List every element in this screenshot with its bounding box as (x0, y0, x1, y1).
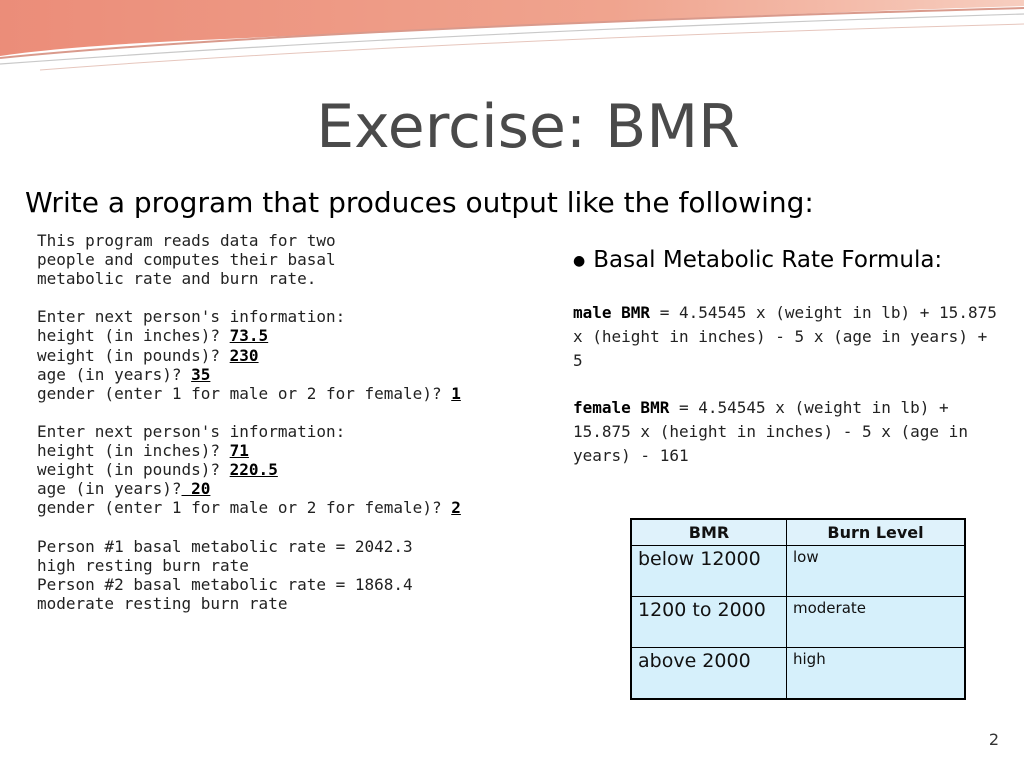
output-line (37, 231, 461, 250)
user-input-value: 73.5 (229, 326, 269, 346)
bullet-icon: ● (573, 252, 586, 269)
output-line (37, 365, 461, 384)
burn-level-cell: low (787, 546, 966, 597)
page-number: 2 (988, 730, 999, 749)
header-swoosh-decoration (0, 0, 1024, 80)
output-line (37, 269, 461, 288)
user-input-value: 71 (229, 441, 249, 461)
output-line (37, 403, 461, 422)
output-line (37, 250, 461, 269)
table-header-row (631, 519, 965, 546)
output-text: Person #1 basal metabolic rate = 2042.3 (37, 536, 413, 556)
output-text: weight (in pounds)? (37, 345, 230, 365)
formula-bullet (573, 247, 942, 273)
output-text: Enter next person's information: (37, 421, 346, 441)
table-row (631, 546, 965, 597)
output-line (37, 346, 461, 365)
output-text: weight (in pounds)? (37, 460, 230, 480)
burn-level-cell: moderate (787, 597, 966, 648)
female-bmr-label: female BMR (573, 398, 670, 417)
bmr-range-cell: above 2000 (631, 648, 787, 700)
header-burn-level: Burn Level (787, 519, 966, 546)
output-line (37, 422, 461, 441)
male-bmr-label: male BMR (573, 303, 651, 322)
program-output-block (37, 231, 461, 613)
user-input-value: 35 (191, 364, 211, 384)
output-text: height (in inches)? (37, 441, 230, 461)
output-line (37, 460, 461, 479)
output-line (37, 479, 461, 498)
formula-heading: Basal Metabolic Rate Formula: (593, 247, 943, 273)
output-line (37, 575, 461, 594)
output-text: gender (enter 1 for male or 2 for female)? (37, 383, 452, 403)
output-line (37, 594, 461, 613)
user-input-value: 220.5 (229, 460, 278, 480)
burn-level-table (630, 518, 966, 700)
slide-subtitle: Write a program that produces output like the following: (25, 186, 814, 219)
output-line (37, 517, 461, 536)
output-text: gender (enter 1 for male or 2 for female)? (37, 498, 452, 518)
output-text: moderate resting burn rate (37, 593, 288, 613)
output-text: age (in years)? (37, 479, 182, 499)
output-text: age (in years)? (37, 364, 192, 384)
slide-title: Exercise: BMR (316, 92, 740, 162)
output-text: Person #2 basal metabolic rate = 1868.4 (37, 574, 413, 594)
burn-level-cell: high (787, 648, 966, 700)
user-input-value: 2 (451, 498, 461, 518)
bmr-range-cell: 1200 to 2000 (631, 597, 787, 648)
output-line (37, 288, 461, 307)
bmr-range-cell: below 12000 (631, 546, 787, 597)
output-line (37, 498, 461, 517)
output-line (37, 441, 461, 460)
user-input-value: 230 (229, 345, 259, 365)
output-text: This program reads data for two (37, 231, 336, 250)
output-text: Enter next person's information: (37, 307, 346, 327)
male-bmr-expression: = 4.54545 x (weight in lb) + 15.875 x (height in inches) - 5 x (age in years) + 5 (573, 303, 997, 370)
header-bmr: BMR (631, 519, 787, 546)
output-line (37, 326, 461, 345)
output-text: people and computes their basal (37, 250, 336, 270)
output-line (37, 307, 461, 326)
user-input-value: 1 (451, 383, 461, 403)
female-bmr-expression: = 4.54545 x (weight in lb) + 15.875 x (height in inches) - 5 x (age in years) - 161 (573, 398, 968, 465)
output-line (37, 384, 461, 403)
output-text: metabolic rate and burn rate. (37, 269, 317, 289)
output-line (37, 537, 461, 556)
output-text: high resting burn rate (37, 555, 249, 575)
output-line (37, 556, 461, 575)
output-text: height (in inches)? (37, 326, 230, 346)
user-input-value: 20 (181, 479, 211, 499)
female-bmr-formula (573, 396, 1005, 468)
table-row (631, 648, 965, 700)
male-bmr-formula (573, 301, 1005, 373)
table-row (631, 597, 965, 648)
